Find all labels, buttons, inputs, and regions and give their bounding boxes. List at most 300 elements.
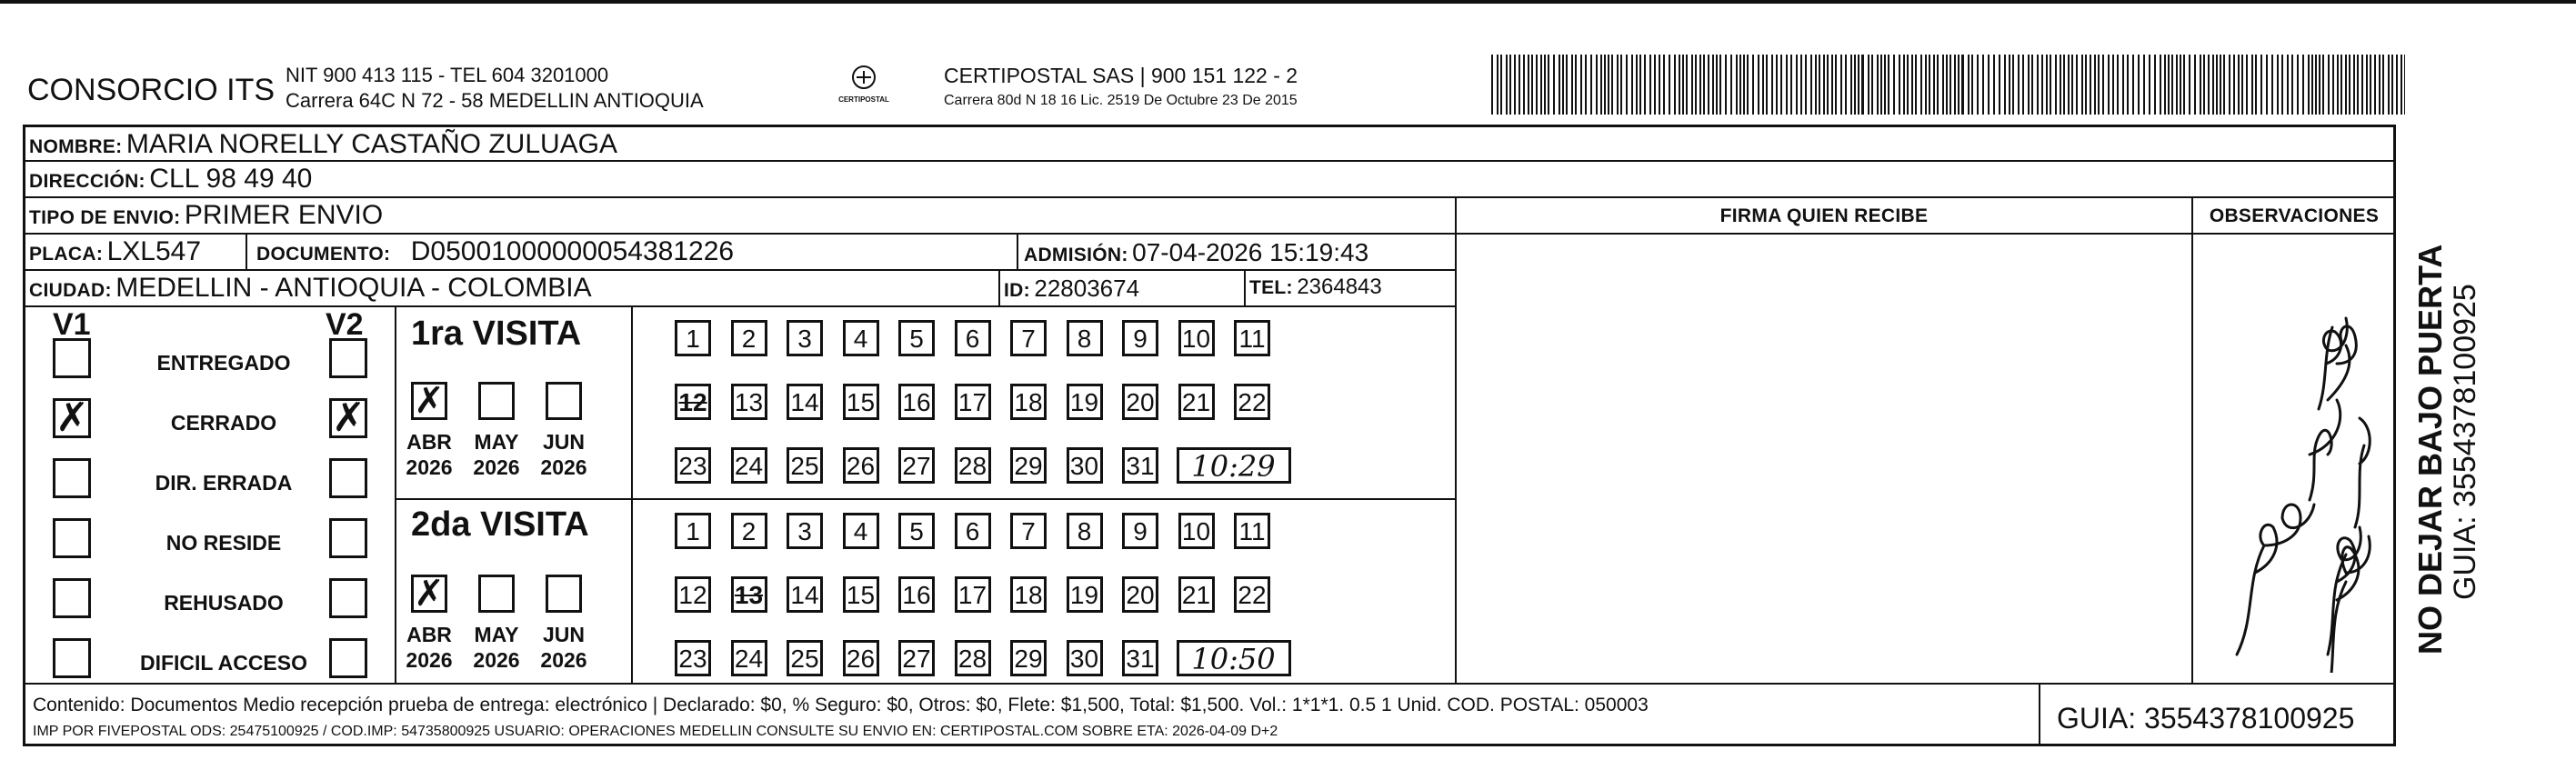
barcode-bar: [1566, 55, 1568, 115]
top-edge-line: [0, 0, 2576, 4]
barcode-bar: [2332, 55, 2334, 115]
barcode-bar: [2085, 55, 2087, 115]
month-checkbox[interactable]: [546, 382, 582, 420]
day-box[interactable]: 8: [1067, 513, 1103, 549]
barcode-bar: [1608, 55, 1609, 115]
footer-guia-border: [2039, 683, 2040, 746]
barcode-bar: [1762, 55, 1764, 115]
visit-time-box[interactable]: 10:50: [1177, 640, 1291, 676]
barcode-bar: [1993, 55, 1995, 115]
v1-checkbox[interactable]: [53, 578, 91, 618]
barcode-bar: [1626, 55, 1628, 115]
day-box[interactable]: 21: [1178, 576, 1215, 613]
barcode-bar: [2004, 55, 2006, 115]
barcode-bar: [2404, 55, 2405, 115]
id-value: 22803674: [1034, 275, 1140, 302]
visit-separator: [395, 498, 1455, 500]
month-label: JUN: [542, 623, 585, 646]
month-checkbox[interactable]: ✗: [411, 575, 447, 613]
side-warning: NO DEJAR BAJO PUERTA: [2411, 244, 2449, 655]
day-box[interactable]: 24: [731, 447, 767, 484]
year-label: 2026: [473, 455, 520, 479]
barcode-bar: [2374, 55, 2376, 115]
barcode-bar: [2149, 55, 2150, 115]
barcode-bar: [2223, 55, 2225, 115]
barcode-bar: [1491, 55, 1493, 115]
v2-checkbox[interactable]: [329, 578, 367, 618]
day-box[interactable]: 10: [1178, 320, 1215, 356]
placa-value: LXL547: [106, 236, 202, 266]
barcode-bar: [1888, 55, 1889, 115]
barcode-bar: [2308, 55, 2310, 115]
barcode-bar: [1506, 55, 1508, 115]
day-box[interactable]: 13: [731, 384, 767, 420]
barcode-bar: [2050, 55, 2051, 115]
barcode-bar: [2098, 55, 2100, 115]
tipo-value: PRIMER ENVIO: [184, 200, 384, 230]
barcode-bar: [2171, 55, 2173, 115]
year-label: 2026: [540, 455, 587, 479]
barcode-bar: [2094, 55, 2096, 115]
barcode-bar: [2037, 55, 2039, 115]
barcode-bar: [1835, 55, 1837, 115]
admision-value: 07-04-2026 15:19:43: [1132, 238, 1369, 266]
barcode-bar: [2291, 55, 2293, 115]
barcode-bar: [1840, 55, 1842, 115]
day-box[interactable]: 30: [1067, 640, 1103, 676]
day-box[interactable]: 25: [787, 640, 823, 676]
barcode: [1491, 55, 2410, 115]
barcode-bar: [2319, 55, 2320, 115]
documento-field: [256, 236, 734, 267]
barcode-bar: [1958, 55, 1960, 115]
barcode-bar: [2233, 55, 2235, 115]
barcode-bar: [2311, 55, 2313, 115]
admision-label: ADMISIÓN:: [1024, 245, 1128, 265]
day-box[interactable]: 26: [843, 640, 879, 676]
month-checkbox[interactable]: [546, 575, 582, 613]
barcode-bar: [2246, 55, 2248, 115]
day-box[interactable]: 12: [675, 576, 711, 613]
barcode-bar: [1880, 55, 1882, 115]
v1-checkbox[interactable]: [53, 338, 91, 378]
barcode-bar: [2216, 55, 2218, 115]
day-box[interactable]: 8: [1067, 320, 1103, 356]
barcode-bar: [2102, 55, 2104, 115]
day-box[interactable]: 4: [843, 320, 879, 356]
barcode-bar: [1929, 55, 1930, 115]
barcode-bar: [2328, 55, 2330, 115]
day-box[interactable]: 27: [898, 640, 935, 676]
day-box[interactable]: 5: [898, 320, 935, 356]
status-label: DIR. ERRADA: [155, 471, 293, 495]
status-label: ENTREGADO: [156, 351, 291, 375]
day-box[interactable]: 11: [1234, 320, 1270, 356]
logo-text: CERTIPOSTAL: [838, 95, 889, 104]
month-label: ABR: [406, 623, 452, 646]
day-box[interactable]: 13: [731, 576, 767, 613]
barcode-bar: [2031, 55, 2033, 115]
barcode-bar: [1725, 55, 1727, 115]
company-address: Carrera 64C N 72 - 58 MEDELLIN ANTIOQUIA: [286, 89, 704, 112]
ciudad-label: CIUDAD:: [29, 280, 112, 301]
barcode-bar: [2277, 55, 2279, 115]
v2-checkbox[interactable]: ✗: [329, 398, 367, 438]
barcode-bar: [1800, 55, 1802, 115]
day-box[interactable]: 20: [1122, 384, 1158, 420]
barcode-bar: [2081, 55, 2083, 115]
barcode-bar: [1695, 55, 1697, 115]
day-box[interactable]: 28: [955, 640, 991, 676]
barcode-bar: [2189, 55, 2190, 115]
barcode-bar: [1712, 55, 1714, 115]
status-label: REHUSADO: [164, 591, 284, 615]
barcode-bar: [2266, 55, 2268, 115]
day-box[interactable]: 19: [1067, 576, 1103, 613]
barcode-bar: [1854, 55, 1856, 115]
day-box[interactable]: 10: [1178, 513, 1215, 549]
placa-field: [29, 236, 201, 267]
day-box[interactable]: 18: [1010, 576, 1047, 613]
barcode-bar: [1823, 55, 1825, 115]
barcode-bar: [2090, 55, 2091, 115]
barcode-bar: [1776, 55, 1778, 115]
tipo-row: [29, 200, 383, 231]
barcode-bar: [2071, 55, 2073, 115]
barcode-bar: [1743, 55, 1745, 115]
barcode-bar: [1703, 55, 1705, 115]
barcode-bar: [2382, 55, 2384, 115]
day-box[interactable]: 16: [898, 384, 935, 420]
barcode-bar: [1954, 55, 1956, 115]
day-box[interactable]: 6: [955, 320, 991, 356]
barcode-bar: [1531, 55, 1533, 115]
year-label: 2026: [473, 648, 520, 672]
day-box[interactable]: 22: [1234, 384, 1270, 420]
barcode-bar: [1884, 55, 1886, 115]
certipostal-logo: [823, 64, 905, 111]
day-box[interactable]: 19: [1067, 384, 1103, 420]
barcode-bar: [2194, 55, 2196, 115]
month-label: ABR: [406, 430, 452, 454]
barcode-bar: [1903, 55, 1905, 115]
month-checkbox[interactable]: [478, 382, 515, 420]
barcode-bar: [1961, 55, 1964, 115]
barcode-bar: [1845, 55, 1847, 115]
day-box[interactable]: 17: [955, 384, 991, 420]
barcode-bar: [1766, 55, 1768, 115]
barcode-bar: [2168, 55, 2170, 115]
barcode-bar: [2055, 55, 2057, 115]
month-checkbox[interactable]: ✗: [411, 382, 447, 420]
day-box[interactable]: 15: [843, 576, 879, 613]
barcode-bar: [1827, 55, 1829, 115]
status-label: CERRADO: [170, 411, 277, 435]
day-box[interactable]: 18: [1010, 384, 1047, 420]
barcode-bar: [1988, 55, 1990, 115]
barcode-bar: [2176, 55, 2178, 115]
barcode-bar: [1915, 55, 1917, 115]
documento-value: D05001000000054381226: [410, 236, 735, 266]
ciudad-value: MEDELLIN - ANTIOQUIA - COLOMBIA: [115, 273, 592, 303]
barcode-bar: [1575, 55, 1577, 115]
day-box[interactable]: 27: [898, 447, 935, 484]
barcode-bar: [1771, 55, 1773, 115]
direccion-label: DIRECCIÓN:: [29, 171, 145, 192]
barcode-bar: [1562, 55, 1564, 115]
v1-header: V1: [53, 307, 91, 342]
barcode-bar: [1620, 55, 1622, 115]
barcode-bar: [2396, 55, 2398, 115]
day-box[interactable]: 6: [955, 513, 991, 549]
day-box[interactable]: 7: [1010, 320, 1047, 356]
month-label: JUN: [542, 430, 585, 454]
barcode-bar: [1850, 55, 1852, 115]
v2-checkbox[interactable]: [329, 518, 367, 558]
day-box[interactable]: 2: [731, 320, 767, 356]
day-box[interactable]: 22: [1234, 576, 1270, 613]
day-box[interactable]: 24: [731, 640, 767, 676]
day-box[interactable]: 31: [1122, 640, 1158, 676]
barcode-bar: [2117, 55, 2119, 115]
day-box[interactable]: 29: [1010, 640, 1047, 676]
barcode-bar: [1739, 55, 1741, 115]
barcode-bar: [1780, 55, 1782, 115]
day-box[interactable]: 5: [898, 513, 935, 549]
day-box[interactable]: 29: [1010, 447, 1047, 484]
direccion-value: CLL 98 49 40: [149, 164, 313, 194]
barcode-bar: [2349, 55, 2350, 115]
day-box[interactable]: 28: [955, 447, 991, 484]
barcode-bar: [2345, 55, 2347, 115]
barcode-bar: [1911, 55, 1913, 115]
divider: [1017, 233, 1018, 269]
v1-checkbox[interactable]: [53, 458, 91, 498]
barcode-bar: [1861, 55, 1864, 115]
visit-divider: [631, 305, 633, 683]
divider: [23, 196, 2396, 198]
barcode-bar: [2260, 55, 2262, 115]
visit-time-box[interactable]: 10:29: [1177, 447, 1291, 484]
barcode-bar: [2229, 55, 2230, 115]
barcode-bar: [1590, 55, 1592, 115]
courier-address: Carrera 80d N 18 16 Lic. 2519 De Octubre 23 De 2015: [944, 93, 1298, 108]
barcode-bar: [1831, 55, 1833, 115]
barcode-bar: [1796, 55, 1798, 115]
divider: [998, 269, 1000, 305]
v2-checkbox[interactable]: [329, 338, 367, 378]
day-box[interactable]: 17: [955, 576, 991, 613]
v1-checkbox[interactable]: [53, 638, 91, 678]
barcode-bar: [2391, 55, 2393, 115]
day-box[interactable]: 26: [843, 447, 879, 484]
barcode-bar: [1617, 55, 1619, 115]
month-label: MAY: [474, 623, 519, 646]
barcode-bar: [2112, 55, 2114, 115]
barcode-bar: [2127, 55, 2129, 115]
barcode-bar: [1691, 55, 1693, 115]
day-box[interactable]: 3: [787, 513, 823, 549]
obs-left-border: [2191, 196, 2193, 683]
barcode-bar: [1805, 55, 1807, 115]
placa-label: PLACA:: [29, 244, 104, 265]
barcode-bar: [2238, 55, 2240, 115]
courier-name: CERTIPOSTAL SAS | 900 151 122 - 2: [944, 64, 1298, 87]
barcode-bar: [2241, 55, 2243, 115]
day-box[interactable]: 9: [1122, 513, 1158, 549]
visit2-title: 2da VISITA: [411, 505, 589, 544]
day-box[interactable]: 23: [675, 640, 711, 676]
barcode-bar: [2212, 55, 2214, 115]
barcode-bar: [1536, 55, 1538, 115]
barcode-bar: [1604, 55, 1606, 115]
direccion-row: [29, 164, 312, 195]
barcode-bar: [1933, 55, 1935, 115]
status-label: DIFICIL ACCESO: [139, 651, 307, 675]
barcode-bar: [1636, 55, 1638, 115]
v1-checkbox[interactable]: ✗: [53, 398, 91, 438]
ciudad-field: [29, 273, 592, 304]
nombre-label: NOMBRE:: [29, 136, 123, 157]
v2-checkbox[interactable]: [329, 638, 367, 678]
v2-checkbox[interactable]: [329, 458, 367, 498]
barcode-bar: [2122, 55, 2124, 115]
barcode-bar: [1674, 55, 1676, 115]
barcode-bar: [1497, 55, 1498, 115]
v2-header: V2: [326, 307, 364, 342]
nombre-row: [29, 129, 617, 160]
day-box[interactable]: 31: [1122, 447, 1158, 484]
day-box[interactable]: 30: [1067, 447, 1103, 484]
barcode-bar: [2180, 55, 2181, 115]
barcode-bar: [1925, 55, 1927, 115]
barcode-bar: [1585, 55, 1587, 115]
barcode-bar: [2379, 55, 2381, 115]
barcode-bar: [1500, 55, 1502, 115]
barcode-bar: [2370, 55, 2371, 115]
barcode-bar: [2041, 55, 2043, 115]
day-box[interactable]: 14: [787, 576, 823, 613]
barcode-bar: [1871, 55, 1873, 115]
barcode-bar: [2143, 55, 2145, 115]
divider: [246, 233, 247, 269]
barcode-bar: [2154, 55, 2156, 115]
day-box[interactable]: 2: [731, 513, 767, 549]
barcode-bar: [1868, 55, 1869, 115]
barcode-bar: [2302, 55, 2304, 115]
barcode-bar: [2046, 55, 2048, 115]
barcode-bar: [2160, 55, 2161, 115]
barcode-bar: [1937, 55, 1939, 115]
day-box[interactable]: 14: [787, 384, 823, 420]
day-box[interactable]: 9: [1122, 320, 1158, 356]
side-guia: GUIA: 3554378100925: [2448, 284, 2482, 600]
barcode-bar: [1509, 55, 1511, 115]
barcode-bar: [1758, 55, 1759, 115]
divider: [1244, 269, 1246, 305]
barcode-bar: [2076, 55, 2078, 115]
barcode-bar: [1946, 55, 1948, 115]
barcode-bar: [1708, 55, 1709, 115]
barcode-bar: [1920, 55, 1922, 115]
day-box[interactable]: 20: [1122, 576, 1158, 613]
barcode-bar: [1663, 55, 1665, 115]
barcode-bar: [1544, 55, 1546, 115]
barcode-bar: [2183, 55, 2185, 115]
barcode-bar: [1528, 55, 1529, 115]
day-box[interactable]: 11: [1234, 513, 1270, 549]
year-label: 2026: [540, 648, 587, 672]
barcode-bar: [2353, 55, 2355, 115]
barcode-bar: [1571, 55, 1573, 115]
month-checkbox[interactable]: [478, 575, 515, 613]
barcode-bar: [1736, 55, 1738, 115]
tel-field: [1249, 275, 1382, 300]
barcode-bar: [1942, 55, 1944, 115]
visit1-title: 1ra VISITA: [411, 315, 582, 353]
barcode-bar: [2063, 55, 2065, 115]
barcode-bar: [2340, 55, 2342, 115]
barcode-bar: [2028, 55, 2030, 115]
barcode-bar: [2281, 55, 2283, 115]
barcode-bar: [1679, 55, 1680, 115]
barcode-bar: [2315, 55, 2317, 115]
barcode-bar: [1810, 55, 1812, 115]
divider: [23, 269, 1455, 271]
day-box[interactable]: 21: [1178, 384, 1215, 420]
status-label: NO RESIDE: [165, 531, 282, 555]
barcode-bar: [2255, 55, 2257, 115]
barcode-bar: [1907, 55, 1909, 115]
footer-contenido: Contenido: Documentos Medio recepción prueba de entrega: electrónico | Declarado: $0, % Seguro: $0, Otros: $0, Flete: $1,500, Total: $1,500. Vol.: 1*1*1. 0.5 1 Unid. COD. POSTAL: 050003: [33, 695, 1649, 715]
day-box[interactable]: 1: [675, 320, 711, 356]
barcode-bar: [1580, 55, 1582, 115]
barcode-bar: [1815, 55, 1817, 115]
barcode-bar: [1747, 55, 1749, 115]
v1-checkbox[interactable]: [53, 518, 91, 558]
barcode-bar: [1649, 55, 1651, 115]
day-box[interactable]: 4: [843, 513, 879, 549]
month-label: MAY: [474, 430, 519, 454]
barcode-bar: [1553, 55, 1555, 115]
day-box[interactable]: 12: [675, 384, 711, 420]
barcode-bar: [1950, 55, 1951, 115]
company-nit: NIT 900 413 115 - TEL 604 3201000: [286, 64, 609, 86]
day-box[interactable]: 16: [898, 576, 935, 613]
barcode-bar: [2366, 55, 2368, 115]
barcode-bar: [2271, 55, 2273, 115]
nombre-value: MARIA NORELLY CASTAÑO ZULUAGA: [125, 129, 618, 159]
barcode-bar: [1999, 55, 2000, 115]
firma-signature: [2228, 282, 2373, 664]
footer-guia: GUIA: 3554378100925: [2057, 702, 2355, 735]
barcode-bar: [2337, 55, 2339, 115]
barcode-bar: [2388, 55, 2390, 115]
barcode-bar: [2361, 55, 2363, 115]
day-box[interactable]: 1: [675, 513, 711, 549]
barcode-bar: [1654, 55, 1656, 115]
barcode-bar: [1819, 55, 1820, 115]
day-box[interactable]: 15: [843, 384, 879, 420]
day-box[interactable]: 23: [675, 447, 711, 484]
divider: [23, 233, 2396, 235]
barcode-bar: [1730, 55, 1732, 115]
day-box[interactable]: 7: [1010, 513, 1047, 549]
barcode-bar: [2138, 55, 2140, 115]
day-box[interactable]: 25: [787, 447, 823, 484]
day-box[interactable]: 3: [787, 320, 823, 356]
divider: [23, 305, 1455, 307]
